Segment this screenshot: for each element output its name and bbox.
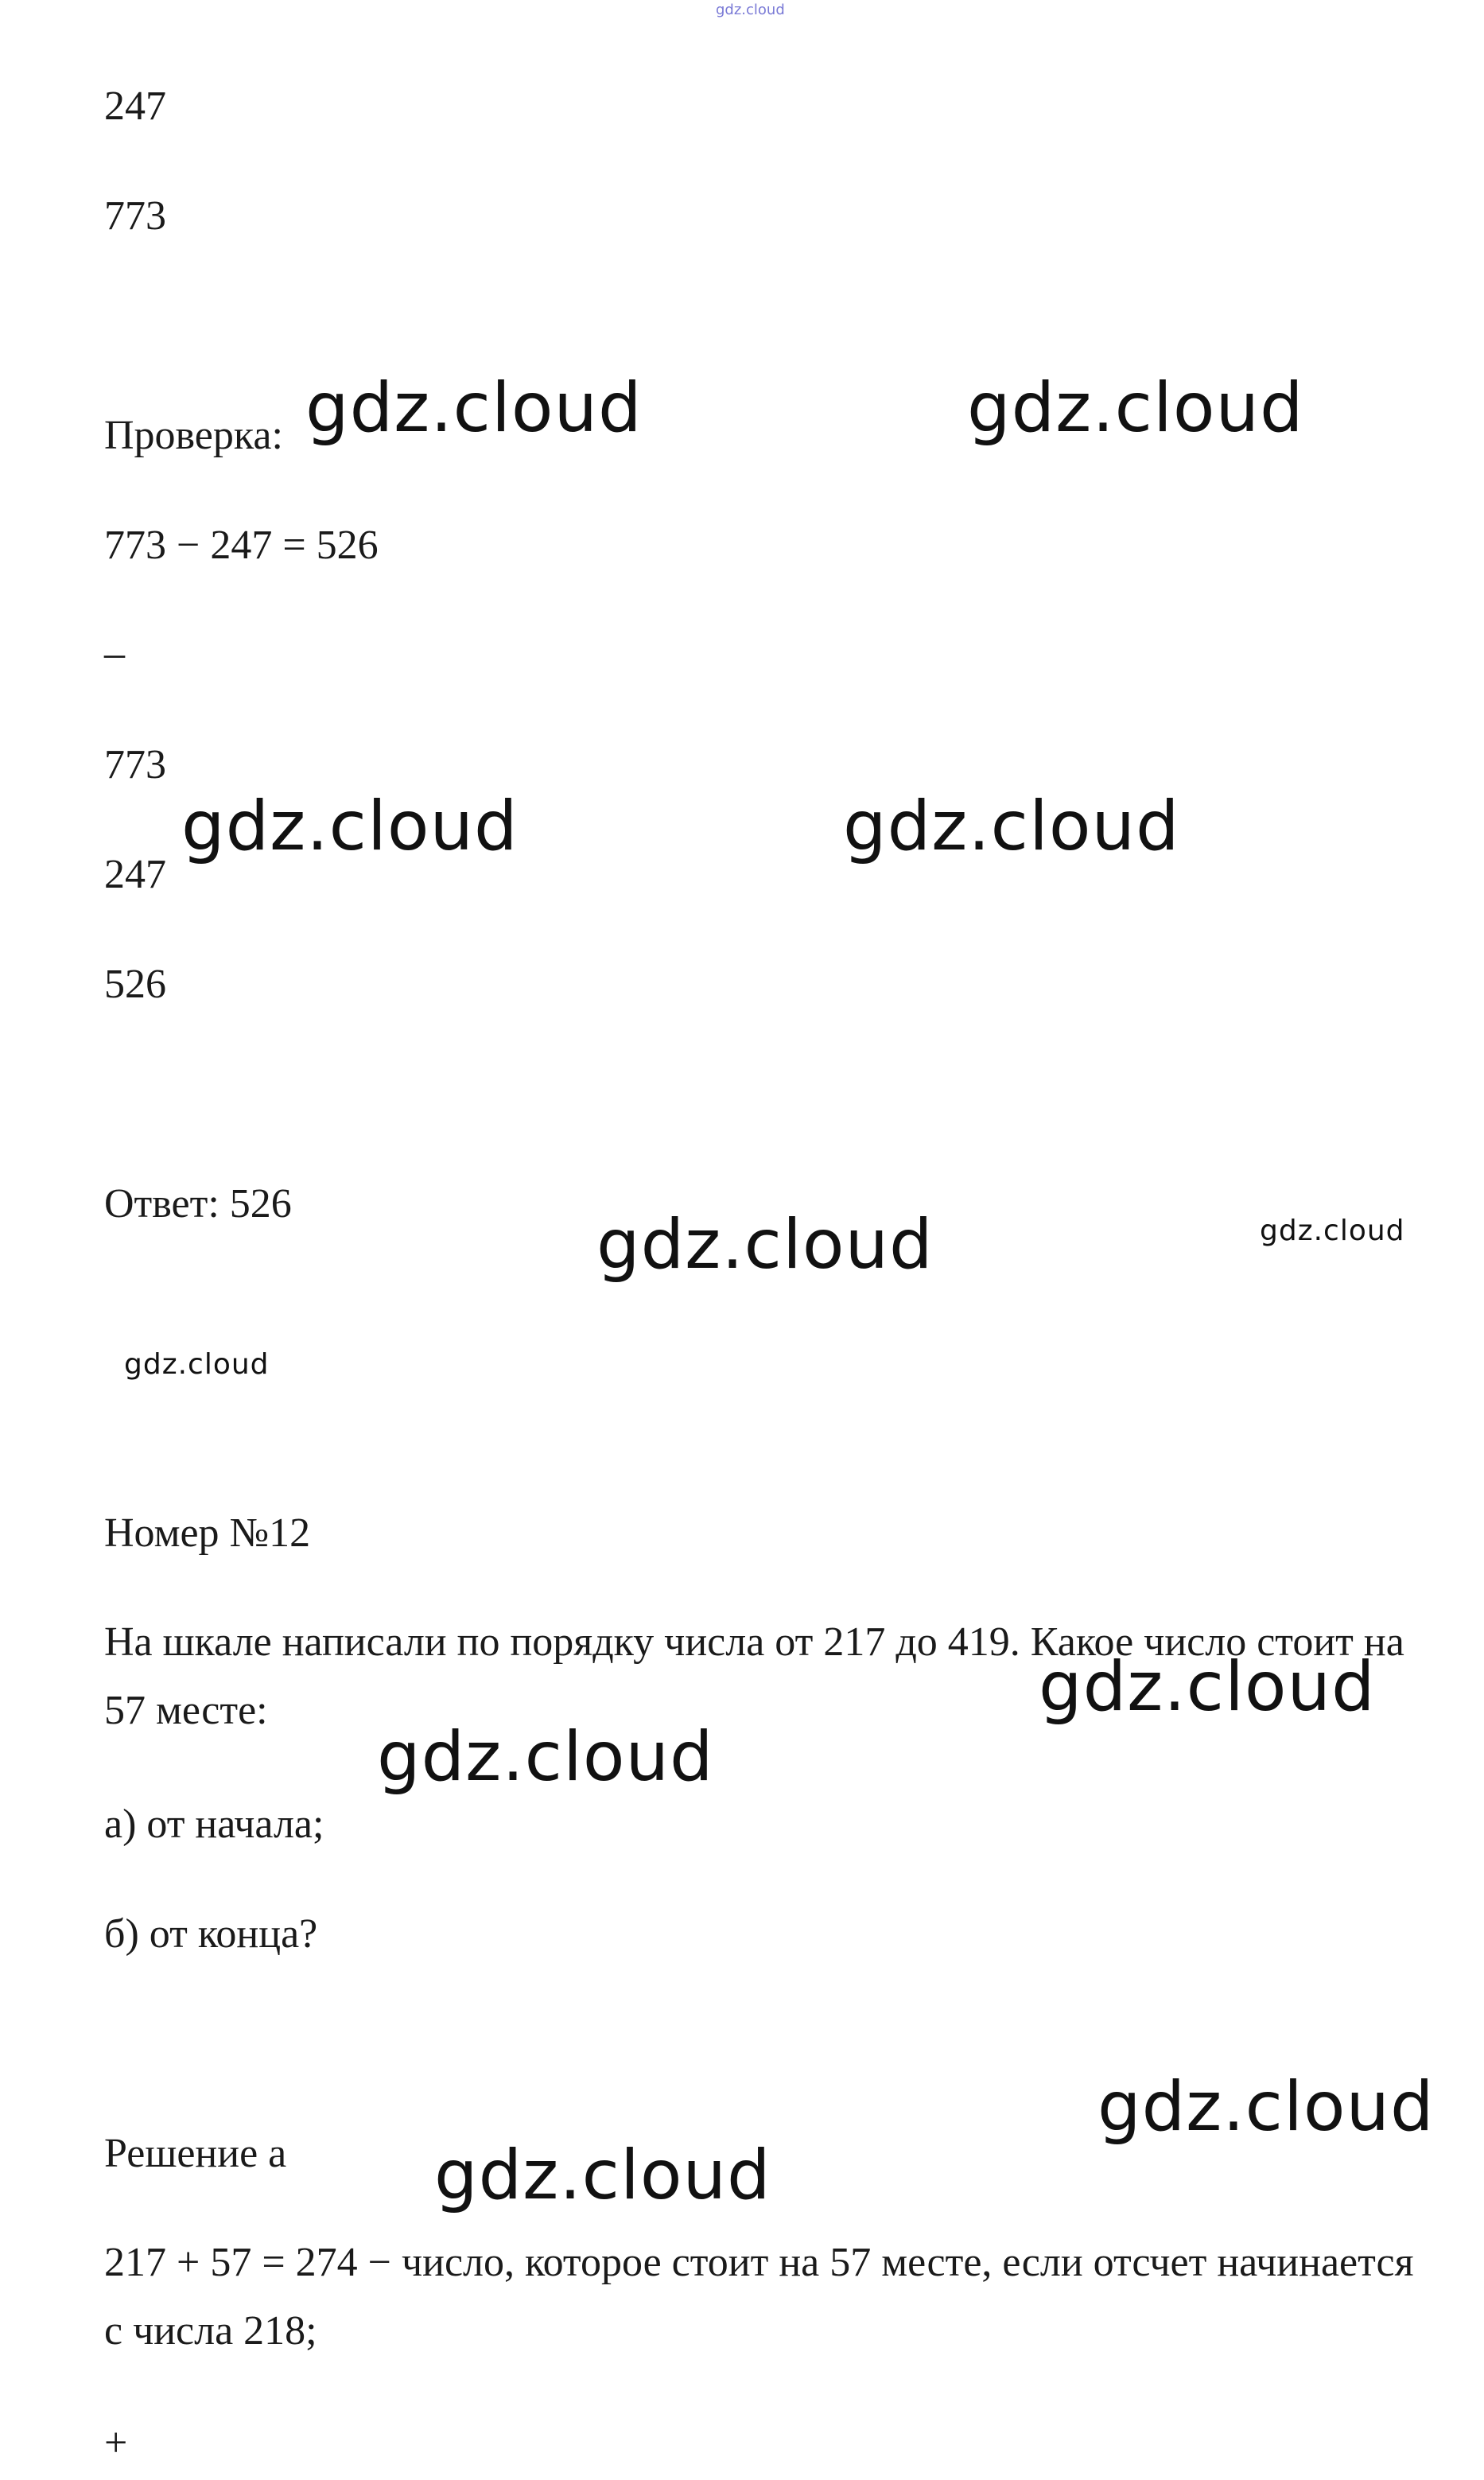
check-equation: 773 − 247 = 526 bbox=[104, 523, 379, 568]
check-label: Проверка: bbox=[104, 413, 283, 458]
watermark: gdz.cloud bbox=[434, 2136, 771, 2215]
watermark: gdz.cloud bbox=[1097, 2067, 1435, 2147]
watermark: gdz.cloud bbox=[305, 368, 643, 448]
number-773: 773 bbox=[104, 193, 166, 239]
watermark: gdz.cloud bbox=[596, 1205, 934, 1285]
option-b: б) от конца? bbox=[104, 1911, 318, 1957]
watermark: gdz.cloud bbox=[124, 1348, 270, 1381]
watermark: gdz.cloud bbox=[1039, 1647, 1376, 1727]
number-247: 247 bbox=[104, 84, 166, 129]
plus-sign: + bbox=[104, 2420, 128, 2466]
watermark: gdz.cloud bbox=[967, 368, 1304, 448]
watermark: gdz.cloud bbox=[1260, 1215, 1405, 1247]
option-a: а) от начала; bbox=[104, 1802, 324, 1847]
watermark: gdz.cloud bbox=[377, 1717, 714, 1797]
watermark: gdz.cloud bbox=[843, 787, 1180, 866]
task-number: Номер №12 bbox=[104, 1510, 311, 1556]
minus-sign: – bbox=[104, 631, 125, 676]
top-watermark: gdz.cloud bbox=[716, 2, 785, 18]
number-773-column: 773 bbox=[104, 742, 166, 787]
solution-label: Решение а bbox=[104, 2131, 287, 2176]
task-text: На шкале написали по порядку числа от 217 до 419. Какое число стоит на 57 месте: bbox=[104, 1619, 1404, 1733]
solution-text: 217 + 57 = 274 − число, которое стоит на 57 месте, если отсчет начинается с числа 218; bbox=[104, 2240, 1414, 2354]
watermark: gdz.cloud bbox=[181, 787, 519, 866]
number-247-column: 247 bbox=[104, 852, 166, 897]
number-526-column: 526 bbox=[104, 962, 166, 1007]
answer: Ответ: 526 bbox=[104, 1181, 292, 1226]
